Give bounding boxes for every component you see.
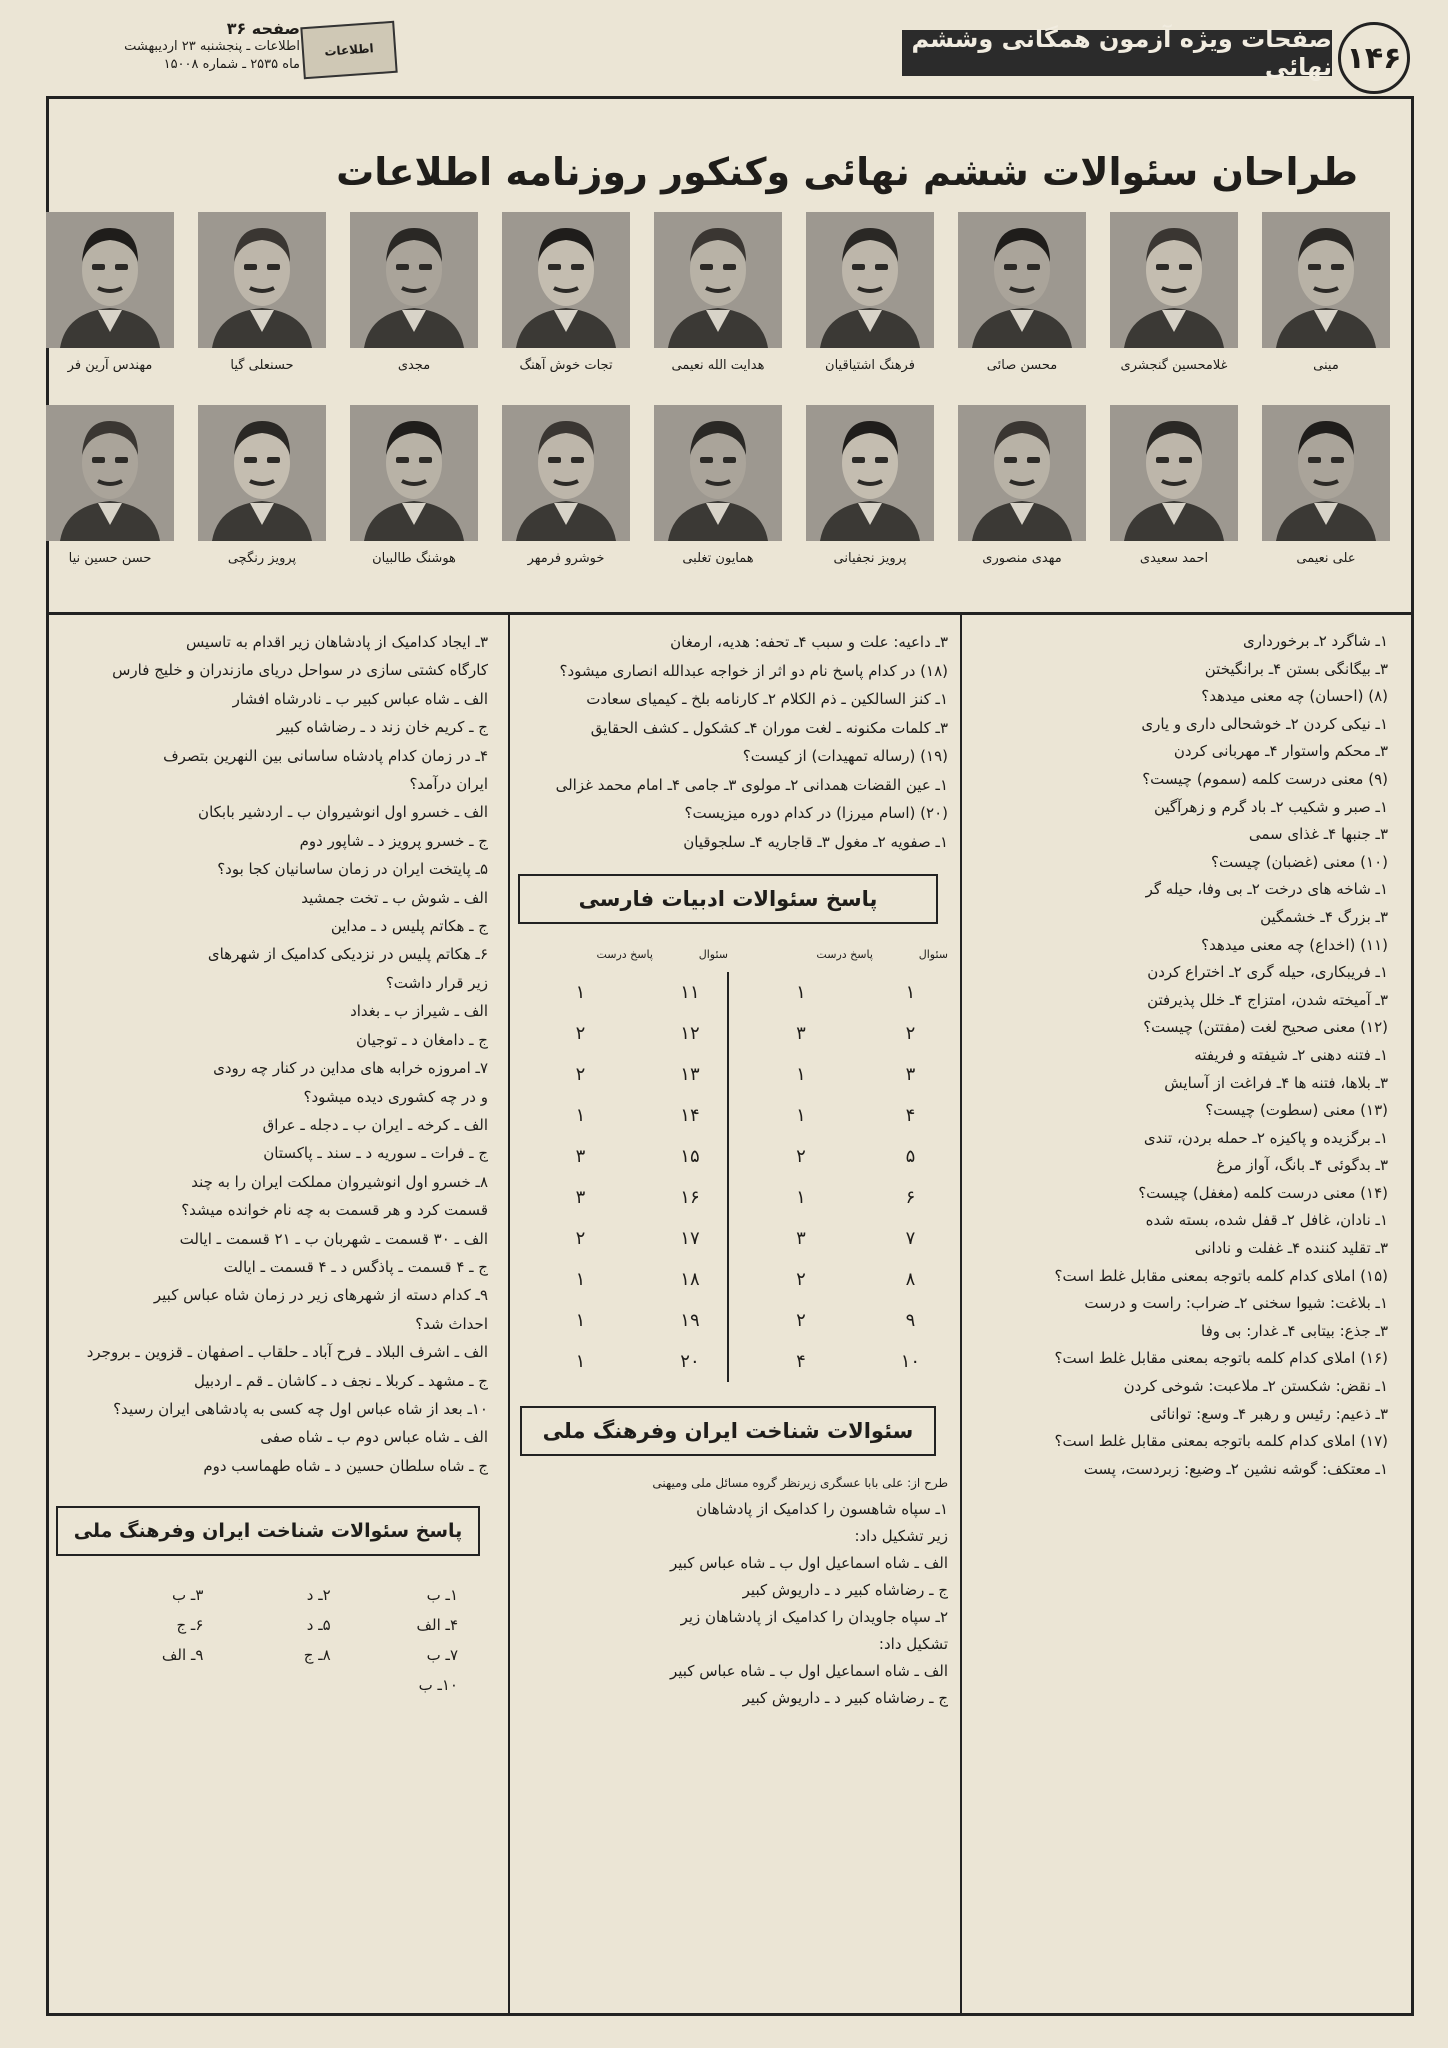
table-cell: ۱۶ (680, 1186, 700, 1208)
left-column-questions (48, 628, 488, 1480)
question-line: زیر قرار داشت؟ (385, 973, 488, 992)
question-line: (۲۰) (اسام میرزا) در کدام دوره میزیست؟ (684, 804, 948, 822)
table-cell: ۲ (728, 1259, 873, 1300)
question-line: ۳ـ داعیه: علت و سبب ۴ـ تحفه: هدیه، ارمغان (670, 633, 948, 651)
table-cell: ۲ (728, 1300, 873, 1341)
question-line: ۱ـ نقض: شکستن ۲ـ ملاعبت: شوخی کردن (1123, 1377, 1388, 1396)
portrait-caption: غلامحسین گنجشری (1120, 358, 1228, 373)
question-line: ۹ـ کدام دسته از شهرهای زیر در زمان شاه عباس کبیر (153, 1286, 488, 1305)
photo-r2-6 (502, 405, 630, 566)
question-line: (۱۷) املای کدام کلمه باتوجه بمعنی مقابل غلط است؟ (1054, 1432, 1388, 1451)
portrait-image (1262, 212, 1390, 348)
table-cell: ۱ (728, 1054, 873, 1095)
question-line: ۱ـ صفویه ۲ـ مغول ۳ـ قاجاریه ۴ـ سلجوقیان (683, 832, 948, 851)
question-line: ۳ـ جذع: بیتابی ۴ـ غدار: بی وفا (1201, 1321, 1388, 1340)
page-number-circle: ۱۴۶ (1338, 22, 1410, 94)
question-line: تشکیل داد: (878, 1635, 948, 1653)
column-separator-right (960, 612, 962, 2016)
portrait-caption: علی نعیمی (1296, 551, 1356, 566)
question-line: ۳ـ جنبها ۴ـ غذای سمی (1248, 825, 1388, 844)
portrait-caption: محسن صائی (986, 358, 1058, 373)
table-row (508, 1054, 948, 1095)
photo-r2-7 (350, 405, 478, 566)
question-line: کارگاه کشتی سازی در سواحل دریای مازندران و خلیج فارس (112, 661, 488, 680)
table-row (508, 1341, 948, 1382)
main-title: طراحان سئوالات ششم نهائی وکنکور روزنامه اطلاعات (336, 150, 1358, 194)
table-row (508, 1177, 948, 1218)
table-cell: ۲ (575, 1227, 586, 1249)
table-cell: ۴ (728, 1341, 873, 1382)
question-line: ۱ـ نادان، غافل ۲ـ قفل شده، بسته شده (1145, 1211, 1388, 1230)
table-cell: ۴ (905, 1104, 916, 1126)
literature-answers-table (508, 938, 948, 1382)
question-line: (۱۵) املای کدام کلمه باتوجه بمعنی مقابل غلط است؟ (1054, 1266, 1388, 1285)
portrait-caption: هوشنگ طالبیان (372, 551, 456, 566)
photo-r1-5 (654, 212, 782, 373)
portrait-image (198, 212, 326, 348)
portrait-caption: مهندس آرین فر (67, 358, 153, 373)
question-line: ج ـ کریم خان زند د ـ رضاشاه کبیر (276, 718, 488, 737)
iran-culture-byline: طرح از: علی بابا عسگری زیرنظر گروه مسائل ملی ومیهنی (652, 1476, 948, 1490)
answer-cell: ۴ـ الف (416, 1616, 458, 1635)
question-line: الف ـ شاه اسماعیل اول ب ـ شاه عباس کبیر (669, 1554, 948, 1572)
portrait-image (502, 405, 630, 541)
photo-r2-5 (654, 405, 782, 566)
question-line: ایران درآمد؟ (409, 775, 488, 794)
question-line: ۱ـ فریبکاری، حیله گری ۲ـ اختراع کردن (1147, 963, 1388, 982)
table-cell: ۱۰ (900, 1350, 921, 1372)
question-line: ۳ـ بزرگ ۴ـ خشمگین (1260, 907, 1388, 926)
question-line: ج ـ مشهد ـ کربلا ـ نجف د ـ کاشان ـ قم ـ اردبیل (193, 1371, 488, 1390)
section-title-bar: صفحات ویژه آزمون همگانی وششم نهائی (902, 30, 1332, 76)
table-header: سئوال (918, 948, 948, 961)
question-line: ۳ـ بیگانگی بستن ۴ـ برانگیختن (1204, 659, 1388, 678)
paper-info (40, 20, 300, 90)
table-cell: ۳ (728, 1013, 873, 1054)
table-row (508, 1259, 948, 1300)
answer-cell: ۶ـ ج (176, 1616, 204, 1635)
portrait-image (806, 212, 934, 348)
answer-cell: ۳ـ ب (172, 1586, 204, 1605)
table-cell: ۲ (728, 1136, 873, 1177)
question-line: ۳ـ محکم واستوار ۴ـ مهربانی کردن (1173, 742, 1388, 761)
left-column (48, 628, 488, 1700)
portrait-caption: پرویز نجفیانی (833, 551, 907, 566)
photo-r1-1 (1262, 212, 1390, 373)
portrait-image (502, 212, 630, 348)
answer-cell: ۲ـ د (306, 1586, 331, 1605)
answer-cell (78, 1670, 203, 1700)
photo-r2-2 (1110, 405, 1238, 566)
question-line: الف ـ ۳۰ قسمت ـ شهربان ب ـ ۲۱ قسمت ـ ایالت (179, 1229, 488, 1248)
table-cell: ۲ (905, 1022, 916, 1044)
question-line: قسمت کرد و هر قسمت به چه نام خوانده میشد؟ (181, 1201, 488, 1220)
page-label: صفحه ۳۶ (226, 19, 300, 38)
answer-cell: ۸ـ ج (303, 1646, 331, 1665)
question-line: ج ـ هکاتم پلیس د ـ مداین (330, 917, 488, 936)
question-line: ۳ـ ذعیم: رئیس و رهبر ۴ـ وسع: توانائی (1149, 1404, 1388, 1423)
portrait-image (46, 405, 174, 541)
photo-row-1 (34, 212, 1402, 402)
portrait-caption: حسن حسین نیا (68, 551, 152, 566)
table-cell: ۱ (575, 1350, 586, 1372)
question-line: ۱ـ نیکی کردن ۲ـ خوشحالی داری و یاری (1141, 714, 1388, 733)
table-header: پاسخ درست (816, 948, 873, 961)
question-line: ج ـ فرات ـ سوریه د ـ سند ـ پاکستان (263, 1144, 488, 1163)
question-line: ج ـ دامغان د ـ توجیان (355, 1030, 488, 1049)
table-cell: ۱ (728, 1095, 873, 1136)
portrait-image (1262, 405, 1390, 541)
table-cell: ۱ (575, 1104, 586, 1126)
question-line: زیر تشکیل داد: (854, 1527, 948, 1545)
table-cell: ۵ (905, 1145, 916, 1167)
question-line: ۸ـ خسرو اول انوشیروان مملکت ایران را به چند (191, 1172, 488, 1191)
iran-culture-questions (508, 1496, 948, 1712)
table-cell: ۳ (575, 1145, 586, 1167)
photo-r2-8 (198, 405, 326, 566)
portrait-caption: پرویز رنگچی (227, 551, 297, 566)
question-line: ۱ـ شاخه های درخت ۲ـ بی وفا، حیله گر (1145, 880, 1388, 899)
table-cell: ۲ (575, 1063, 586, 1085)
page-header (40, 20, 1410, 90)
table-cell: ۱۲ (680, 1022, 700, 1044)
question-line: ۱ـ عین القضات همدانی ۲ـ مولوی ۳ـ جامی ۴ـ امام محمد غزالی (555, 775, 948, 794)
question-line: (۱۶) املای کدام کلمه باتوجه بمعنی مقابل غلط است؟ (1054, 1349, 1388, 1368)
table-cell: ۲۰ (680, 1350, 700, 1372)
question-line: ۳ـ ایجاد کدامیک از پادشاهان زیر اقدام به تاسیس (185, 633, 488, 651)
question-line: ۳ـ کلمات مکنونه ـ لغت موران ۴ـ کشکول ـ کشف الحقایق (590, 718, 948, 737)
question-line: ۳ـ تقلید کننده ۴ـ غفلت و نادانی (1194, 1239, 1388, 1258)
table-cell: ۳ (575, 1186, 586, 1208)
question-line: ۱ـ صبر و شکیب ۲ـ باد گرم و زهرآگین (1153, 797, 1388, 816)
question-line: الف ـ خسرو اول انوشیروان ب ـ اردشیر بابکان (198, 803, 488, 822)
question-line: ۳ـ بدگوئی ۴ـ بانگ، آواز مرغ (1216, 1156, 1388, 1175)
iran-answers-title: پاسخ سئوالات شناخت ایران وفرهنگ ملی (56, 1506, 480, 1556)
portrait-caption: فرهنگ اشتیاقیان (825, 358, 915, 373)
table-cell: ۹ (905, 1309, 916, 1331)
question-line: و در چه کشوری دیده میشود؟ (303, 1087, 488, 1106)
table-header: پاسخ درست (596, 948, 653, 961)
question-line: (۱۸) در کدام پاسخ نام دو اثر از خواجه عبدالله انصاری میشود؟ (559, 661, 948, 680)
photo-r2-1 (1262, 405, 1390, 566)
question-line: ۱ـ کنز السالکین ـ ذم الکلام ۲ـ کارنامه بلخ ـ کیمیای سعادت (586, 690, 948, 708)
table-cell: ۱۵ (680, 1145, 700, 1167)
question-line: ۱ـ سپاه شاهسون را کدامیک از پادشاهان (696, 1500, 948, 1518)
table-cell: ۳ (728, 1218, 873, 1259)
question-line: (۱۲) معنی صحیح لغت (مفتتن) چیست؟ (1143, 1018, 1388, 1037)
newspaper-logo: اطلاعات (300, 21, 397, 79)
question-line: (۱۳) معنی (سطوت) چیست؟ (1205, 1101, 1388, 1120)
answer-cell: ۱ـ ب (426, 1586, 458, 1605)
portrait-caption: حسنعلی گیا (230, 358, 294, 373)
table-cell: ۳ (905, 1063, 916, 1085)
question-line: (۹) معنی درست کلمه (سموم) چیست؟ (1142, 769, 1388, 788)
photo-r2-3 (958, 405, 1086, 566)
portrait-image (46, 212, 174, 348)
table-cell: ۱۴ (680, 1104, 700, 1126)
question-line: ۵ـ پایتخت ایران در زمان ساسانیان کجا بود؟ (217, 860, 488, 879)
question-line: ج ـ ۴ قسمت ـ پاذگس د ـ ۴ قسمت ـ ایالت (223, 1257, 488, 1276)
question-line: ۱ـ بلاغت: شیوا سخنی ۲ـ ضراب: راست و درست (1084, 1294, 1388, 1313)
question-line: ۶ـ هکاتم پلیس در نزدیکی کدامیک از شهرهای (207, 945, 488, 964)
question-line: ۴ـ در زمان کدام پادشاه ساسانی بین النهرین بتصرف (163, 746, 488, 765)
paper-date-line: اطلاعات ـ پنجشنبه ۲۳ اردیبهشت (124, 39, 300, 54)
table-cell: ۱ (575, 1309, 586, 1331)
answer-cell: ۵ـ د (306, 1616, 331, 1635)
table-row (508, 972, 948, 1013)
table-cell: ۱ (728, 1177, 873, 1218)
iran-culture-title: سئوالات شناخت ایران وفرهنگ ملی (520, 1406, 936, 1456)
portrait-caption: احمد سعیدی (1139, 551, 1209, 566)
question-line: (۸) (احسان) چه معنی میدهد؟ (1201, 687, 1388, 706)
question-line: ج ـ رضاشاه کبیر د ـ داریوش کبیر (742, 1581, 948, 1599)
question-line: الف ـ اشرف البلاد ـ فرح آباد ـ حلقاب ـ اصفهان ـ قزوین ـ بروجرد (86, 1343, 488, 1362)
portrait-caption: خوشرو فرمهر (527, 551, 605, 566)
table-cell: ۲ (575, 1022, 586, 1044)
answer-row (78, 1580, 458, 1610)
table-cell: ۱ (575, 1268, 586, 1290)
answer-cell (205, 1670, 330, 1700)
table-cell: ۱ (905, 981, 916, 1003)
iran-answers-grid (78, 1580, 458, 1700)
portrait-image (958, 212, 1086, 348)
table-cell: ۷ (905, 1227, 916, 1249)
answer-row (78, 1610, 458, 1640)
photo-r2-9 (46, 405, 174, 566)
question-line: (۱۴) معنی درست کلمه (مغفل) چیست؟ (1138, 1183, 1388, 1202)
portrait-image (1110, 212, 1238, 348)
portrait-caption: همایون تغلبی (682, 551, 754, 566)
photo-r1-9 (46, 212, 174, 373)
portrait-image (654, 212, 782, 348)
question-line: ۲ـ سپاه جاویدان را کدامیک از پادشاهان زیر (680, 1608, 948, 1626)
photo-r2-4 (806, 405, 934, 566)
photo-r1-6 (502, 212, 630, 373)
table-row (508, 1095, 948, 1136)
portrait-image (806, 405, 934, 541)
answer-cell: ۹ـ الف (161, 1646, 204, 1665)
table-cell: ۱ (728, 972, 873, 1013)
question-line: الف ـ شوش ب ـ تخت جمشید (301, 888, 488, 907)
table-cell: ۱۳ (680, 1063, 700, 1085)
question-line: ۱۰ـ بعد از شاه عباس اول چه کسی به پادشاهی ایران رسید؟ (113, 1399, 488, 1418)
table-row (508, 1013, 948, 1054)
question-line: ۱ـ برگزیده و پاکیزه ۲ـ حمله بردن، تندی (1143, 1128, 1388, 1147)
portrait-image (958, 405, 1086, 541)
question-line: ۱ـ شاگرد ۲ـ برخورداری (1242, 632, 1388, 650)
question-line: الف ـ کرخه ـ ایران ب ـ دجله ـ عراق (262, 1115, 488, 1134)
answer-row (78, 1640, 458, 1670)
question-line: ج ـ رضاشاه کبیر د ـ داریوش کبیر (742, 1689, 948, 1707)
portrait-caption: تجات خوش آهنگ (519, 358, 613, 373)
photo-r1-7 (350, 212, 478, 373)
table-header: سئوال (698, 948, 729, 961)
question-line: ۳ـ بلاها، فتنه ها ۴ـ فراغت از آسایش (1164, 1073, 1388, 1092)
question-line: الف ـ شاه اسماعیل اول ب ـ شاه عباس کبیر (669, 1662, 948, 1680)
table-row (508, 1136, 948, 1177)
question-line: احداث شد؟ (415, 1314, 488, 1333)
table-cell: ۱۷ (680, 1227, 700, 1249)
portrait-caption: مینی (1313, 358, 1339, 373)
question-line: الف ـ شاه عباس دوم ب ـ شاه صفی (260, 1428, 488, 1447)
photo-r1-8 (198, 212, 326, 373)
portrait-image (1110, 405, 1238, 541)
table-cell: ۸ (905, 1268, 916, 1290)
question-line: الف ـ شاه عباس کبیر ب ـ نادرشاه افشار (232, 689, 488, 708)
question-line: الف ـ شیراز ب ـ بغداد (350, 1002, 488, 1021)
photo-r1-2 (1110, 212, 1238, 373)
section-divider (46, 612, 1414, 615)
question-line: (۱۰) معنی (غضبان) چیست؟ (1211, 852, 1388, 871)
answer-cell: ۷ـ ب (426, 1646, 458, 1665)
question-line: (۱۹) (رساله تمهیدات) از کیست؟ (742, 747, 948, 765)
portrait-image (654, 405, 782, 541)
portrait-image (198, 405, 326, 541)
photo-row-2 (34, 405, 1402, 595)
photo-r1-3 (958, 212, 1086, 373)
question-line: ۱ـ فتنه دهنی ۲ـ شیفته و فریفته (1194, 1045, 1388, 1064)
question-line: ۳ـ آمیخته شدن، امتزاج ۴ـ خلل پذیرفتن (1147, 990, 1388, 1009)
table-cell: ۱۸ (680, 1268, 700, 1290)
paper-issue-line: ماه ۲۵۳۵ ـ شماره ۱۵۰۰۸ (163, 57, 300, 72)
portrait-caption: هدایت الله نعیمی (671, 358, 765, 373)
middle-column-questions (508, 628, 948, 856)
question-line: ج ـ شاه سلطان حسین د ـ شاه طهماسب دوم (203, 1456, 488, 1475)
table-row (508, 1300, 948, 1341)
portrait-caption: مهدی منصوری (982, 551, 1062, 566)
answer-cell: ۱۰ـ ب (418, 1676, 458, 1695)
question-line: ۷ـ امروزه خرابه های مداین در کنار چه رودی (213, 1059, 488, 1078)
photo-r1-4 (806, 212, 934, 373)
table-cell: ۱ (575, 981, 586, 1003)
answer-row (78, 1670, 458, 1700)
table-row (508, 1218, 948, 1259)
table-cell: ۱۹ (680, 1309, 700, 1331)
portrait-image (350, 212, 478, 348)
table-cell: ۶ (905, 1186, 916, 1208)
literature-answers-title: پاسخ سئوالات ادبیات فارسی (518, 874, 938, 924)
table-cell: ۱۱ (680, 981, 700, 1003)
question-line: ج ـ خسرو پرویز د ـ شاپور دوم (299, 831, 488, 850)
portrait-image (350, 405, 478, 541)
portrait-caption: مجدی (397, 358, 431, 373)
middle-column (508, 628, 948, 1712)
right-column-questions (988, 628, 1388, 1483)
question-line: (۱۱) (اخداع) چه معنی میدهد؟ (1201, 935, 1388, 954)
question-line: ۱ـ معتکف: گوشه نشین ۲ـ وضیع: زبردست، پست (1083, 1459, 1388, 1478)
